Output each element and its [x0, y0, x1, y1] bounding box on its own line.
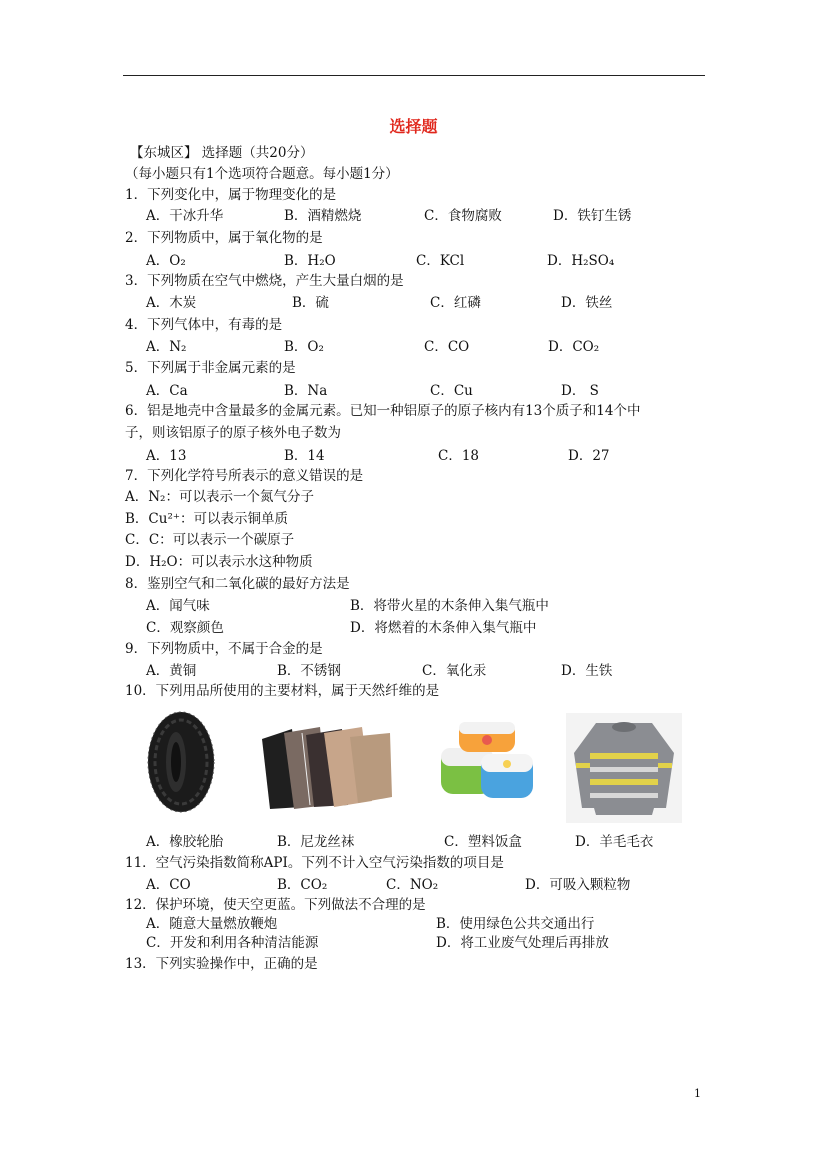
q12-option-c[interactable]: C．开发和利用各种清洁能源	[146, 935, 319, 951]
q11-option-c[interactable]: C．NO₂	[386, 877, 439, 893]
q5-option-a[interactable]: A．Ca	[146, 383, 188, 399]
q12-option-a[interactable]: A．随意大量燃放鞭炮	[146, 916, 278, 932]
question-10-stem: 10．下列用品所使用的主要材料，属于天然纤维的是	[125, 683, 440, 699]
q1-option-d[interactable]: D．铁钉生锈	[553, 208, 632, 224]
q7-option-a[interactable]: A．N₂：可以表示一个氮气分子	[125, 489, 314, 505]
q4-option-c[interactable]: C．CO	[424, 339, 470, 355]
q8-option-b[interactable]: B．将带火星的木条伸入集气瓶中	[350, 598, 549, 614]
q5-option-d[interactable]: D． S	[561, 383, 599, 399]
q9-option-c[interactable]: C．氧化汞	[422, 663, 487, 679]
question-11-stem: 11．空气污染指数简称API。下列不计入空气污染指数的项目是	[125, 855, 504, 871]
question-6-stem: 6．铝是地壳中含量最多的金属元素。已知一种铝原子的原子核内有13个质子和14个中	[125, 403, 641, 419]
tire-image	[146, 711, 216, 813]
q11-option-b[interactable]: B．CO₂	[277, 877, 328, 893]
q7-option-c[interactable]: C．C：可以表示一个碳原子	[125, 532, 295, 548]
question-4-stem: 4．下列气体中，有毒的是	[125, 317, 283, 333]
question-2-stem: 2．下列物质中，属于氧化物的是	[125, 230, 323, 246]
q3-option-d[interactable]: D．铁丝	[561, 295, 613, 311]
question-5-stem: 5．下列属于非金属元素的是	[125, 360, 296, 376]
wool-sweater-image	[566, 713, 682, 823]
q5-option-c[interactable]: C．Cu	[430, 383, 473, 399]
q10-option-b[interactable]: B．尼龙丝袜	[277, 834, 355, 850]
nylon-stockings-image	[262, 727, 392, 809]
q1-option-a[interactable]: A．干冰升华	[146, 208, 224, 224]
q3-option-b[interactable]: B．硫	[292, 295, 329, 311]
q2-option-d[interactable]: D．H₂SO₄	[547, 253, 615, 269]
q7-option-b[interactable]: B．Cu²⁺：可以表示铜单质	[125, 511, 288, 527]
q4-option-d[interactable]: D．CO₂	[548, 339, 600, 355]
question-12-stem: 12．保护环境，使天空更蓝。下列做法不合理的是	[125, 897, 426, 913]
q12-option-d[interactable]: D．将工业废气处理后再排放	[436, 935, 609, 951]
q11-option-a[interactable]: A．CO	[146, 877, 191, 893]
q1-option-b[interactable]: B．酒精燃烧	[284, 208, 362, 224]
q2-option-c[interactable]: C．KCl	[416, 253, 465, 269]
q2-option-b[interactable]: B．H₂O	[284, 253, 336, 269]
instruction: （每小题只有1个选项符合题意。每小题1分）	[125, 166, 399, 182]
q6-option-b[interactable]: B．14	[284, 448, 325, 464]
q1-option-c[interactable]: C．食物腐败	[424, 208, 502, 224]
question-3-stem: 3．下列物质在空气中燃烧，产生大量白烟的是	[125, 273, 404, 289]
question-13-stem: 13．下列实验操作中，正确的是	[125, 956, 318, 972]
question-1-stem: 1．下列变化中，属于物理变化的是	[125, 187, 337, 203]
question-8-stem: 8．鉴别空气和二氧化碳的最好方法是	[125, 576, 350, 592]
q8-option-c[interactable]: C．观察颜色	[146, 620, 224, 636]
q10-option-c[interactable]: C．塑料饭盒	[444, 834, 522, 850]
q9-option-b[interactable]: B．不锈钢	[277, 663, 341, 679]
q3-option-c[interactable]: C．红磷	[430, 295, 481, 311]
q6-option-a[interactable]: A．13	[146, 448, 187, 464]
plastic-lunchbox-image	[437, 718, 537, 804]
q6-option-c[interactable]: C．18	[438, 448, 480, 464]
q8-option-d[interactable]: D．将燃着的木条伸入集气瓶中	[350, 620, 537, 636]
q7-option-d[interactable]: D．H₂O：可以表示水这种物质	[125, 554, 313, 570]
q11-option-d[interactable]: D．可吸入颗粒物	[525, 877, 631, 893]
q8-option-a[interactable]: A．闻气味	[146, 598, 210, 614]
page-number: 1	[694, 1087, 701, 1100]
q10-option-d[interactable]: D．羊毛毛衣	[575, 834, 654, 850]
q4-option-a[interactable]: A．N₂	[146, 339, 187, 355]
q4-option-b[interactable]: B．O₂	[284, 339, 324, 355]
question-6-stem-cont: 子，则该铝原子的原子核外电子数为	[125, 425, 341, 441]
question-9-stem: 9．下列物质中，不属于合金的是	[125, 641, 323, 657]
page-title: 选择题	[389, 117, 438, 136]
header-rule	[123, 75, 705, 76]
q12-option-b[interactable]: B．使用绿色公共交通出行	[436, 916, 595, 932]
q10-option-a[interactable]: A．橡胶轮胎	[146, 834, 224, 850]
question-7-stem: 7．下列化学符号所表示的意义错误的是	[125, 468, 364, 484]
q6-option-d[interactable]: D．27	[568, 448, 610, 464]
q2-option-a[interactable]: A．O₂	[146, 253, 186, 269]
q9-option-a[interactable]: A．黄铜	[146, 663, 197, 679]
section-header: 【东城区】 选择题（共20分）	[130, 145, 314, 161]
q5-option-b[interactable]: B．Na	[284, 383, 328, 399]
q9-option-d[interactable]: D．生铁	[561, 663, 613, 679]
q3-option-a[interactable]: A．木炭	[146, 295, 197, 311]
